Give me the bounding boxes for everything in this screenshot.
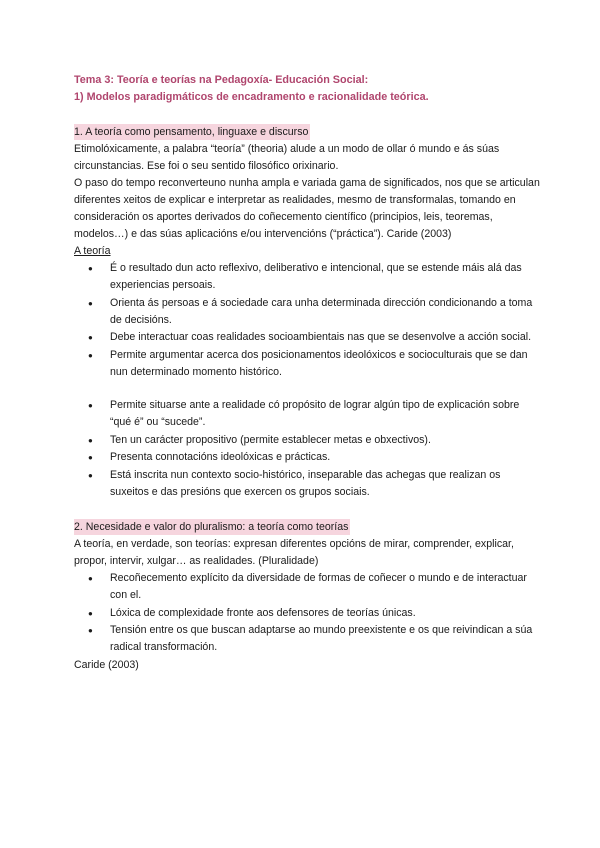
document-title-line1: Tema 3: Teoría e teorías na Pedagoxía- Educación Social: — [74, 74, 369, 86]
section-2-heading: 2. Necesidade e valor do pluralismo: a teoría como teorías — [74, 521, 349, 533]
list-item: ● Permite situarse ante a realidade có propósito de lograr algún tipo de explicación sobre “qué é” ou “sucede”. — [110, 397, 540, 431]
section-2 — [74, 519, 540, 674]
citation: Caride (2003) — [74, 658, 139, 671]
list-item: ● Recoñecemento explícito da diversidade de formas de coñecer o mundo e de interactuar con el. — [110, 570, 540, 604]
section-1-subheading: A teoría — [74, 245, 111, 257]
section-1-heading: 1. A teoría como pensamento, linguaxe e discurso — [74, 126, 309, 138]
bullet-list-c — [74, 570, 540, 656]
list-item: ● Orienta ás persoas e á sociedade cara unha determinada dirección condicionando a toma de decisións. — [110, 295, 540, 329]
list-item: ● Permite argumentar acerca dos posicionamentos ideolóxicos e socioculturais que se dan nun determinado momento histórico. — [110, 347, 540, 381]
document-title-line2: 1) Modelos paradigmáticos de encadramento e racionalidade teórica. — [74, 91, 429, 103]
list-item: ● Tensión entre os que buscan adaptarse ao mundo preexistente e os que reivindican a súa radical transformación. — [110, 622, 540, 656]
list-item: ● Ten un carácter propositivo (permite establecer metas e obxectivos). — [110, 432, 540, 449]
list-item: ● Lóxica de complexidade fronte aos defensores de teorías únicas. — [110, 605, 540, 622]
list-item: ● Debe interactuar coas realidades socioambientais nas que se desenvolve a acción social. — [110, 329, 540, 346]
bullet-list-b — [74, 397, 540, 501]
section-2-paragraph-1: A teoría, en verdade, son teorías: expresan diferentes opcións de mirar, comprender, explicar, propor, intervir, xulgar… as realidades. (Pluralidade) — [74, 538, 514, 567]
list-item: ● Está inscrita nun contexto socio-histórico, inseparable das achegas que realizan os suxeitos e das presións que exercen os grupos sociais. — [110, 467, 540, 501]
section-1-paragraph-2: O paso do tempo reconverteuno nunha ampla e variada gama de significados, nos que se articulan diferentes xeitos de explicar e interpretar as realidades, mesmo de transformalas, tomando en consideración os aportes derivados do coñecemento científico (principios, leis, teoremas, modelos…) e das súas aplicacións e/ou intervencións (“práctica”). Caride (2003) — [74, 177, 540, 240]
list-item: ● É o resultado dun acto reflexivo, deliberativo e intencional, que se estende máis alá das experiencias persoais. — [110, 260, 540, 294]
list-item: ● Presenta connotacións ideolóxicas e prácticas. — [110, 449, 540, 466]
section-1 — [74, 124, 540, 501]
section-1-paragraph-1: Etimolóxicamente, a palabra “teoría” (theoria) alude a un modo de ollar ó mundo e ás súas circunstancias. Ese foi o seu sentido filosófico orixinario. — [74, 143, 500, 172]
bullet-list-a — [74, 260, 540, 381]
